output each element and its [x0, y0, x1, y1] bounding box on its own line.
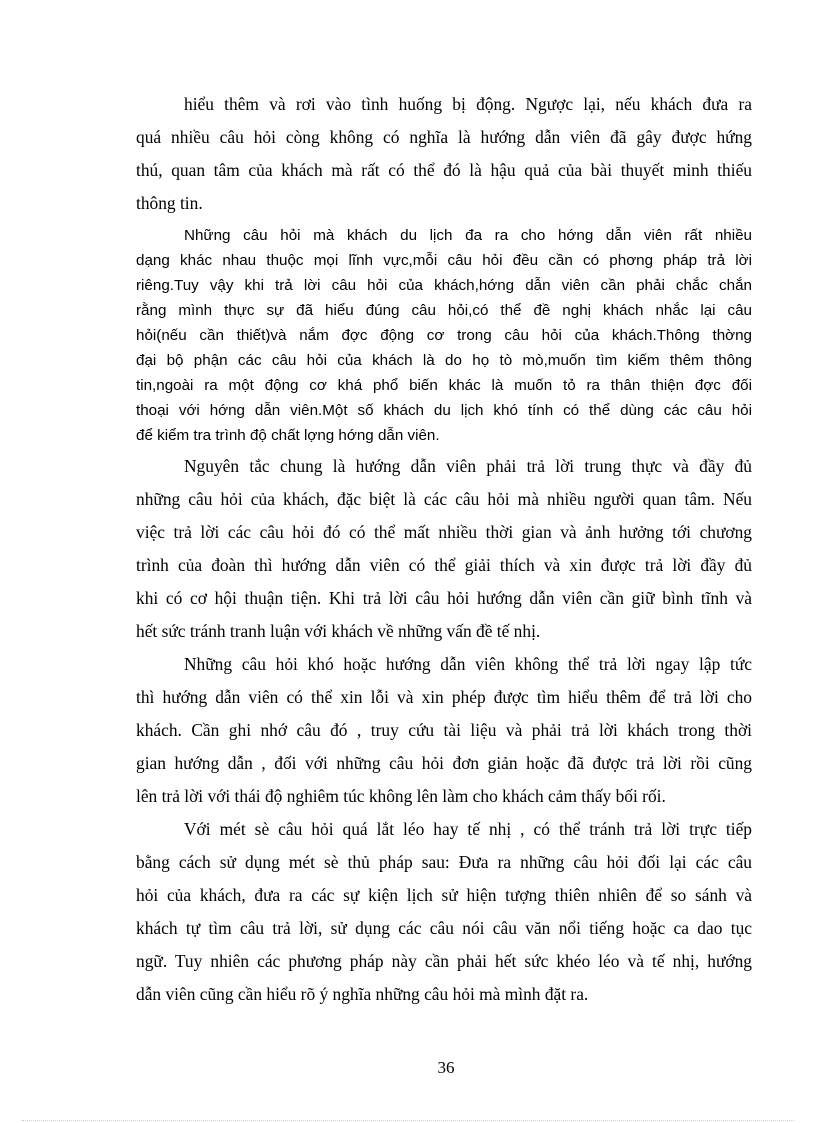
paragraph-3-line-1: Nguyên tắc chung là hướng dẫn viên phải trả lời trung thực và đầy đủ	[184, 456, 752, 476]
paragraph-5-line-6: dẫn viên cũng cần hiểu rõ ý nghĩa những câu hỏi mà mình đặt ra.	[136, 984, 589, 1004]
paragraph-3-line-6: hết sức tránh tranh luận với khách về những vấn đề tế nhị.	[136, 621, 541, 641]
paragraph-2-line-4: rằng mình thực sự đã hiểu đúng câu hỏi,có thể đề nghị khách nhắc lại câu	[136, 302, 752, 319]
paragraph-1-line-1: hiểu thêm và rơi vào tình huống bị động. Ngược lại, nếu khách đưa ra	[184, 94, 752, 114]
paragraph-3-line-4: trình của đoàn thì hướng dẫn viên có thể giải thích và xin được trả lời đầy đủ	[136, 555, 752, 575]
paragraph-5-line-3: hỏi của khách, đưa ra các sự kiện lịch sử hiện tượng thiên nhiên để so sánh và	[136, 885, 752, 905]
paragraph-3-line-2: những câu hỏi của khách, đặc biệt là các câu hỏi mà nhiều người quan tâm. Nếu	[136, 489, 752, 509]
paragraph-3-line-5: khi có cơ hội thuận tiện. Khi trả lời câu hỏi hướng dẫn viên cần giữ bình tĩnh và	[136, 588, 752, 608]
paragraph-5-line-2: bằng cách sử dụng mét sè thủ pháp sau: Đưa ra những câu hỏi đối lại các câu	[136, 852, 752, 872]
paragraph-2-line-3: riêng.Tuy vậy khi trả lời câu hỏi của khách,hớng dẫn viên cần phải chắc chắn	[136, 277, 752, 294]
paragraph-2-line-7: tin,ngoài ra một động cơ khá phổ biến khác là muốn tỏ ra thân thiện đợc đối	[136, 377, 752, 394]
paragraph-4-line-3: khách. Cần ghi nhớ câu đó , truy cứu tài liệu và phải trả lời khách trong thời	[136, 720, 752, 740]
paragraph-2-line-1: Những câu hỏi mà khách du lịch đa ra cho hớng dẫn viên rất nhiều	[184, 227, 752, 244]
paragraph-1-line-2: quá nhiều câu hỏi còng không có nghĩa là hướng dẫn viên đã gây được hứng	[136, 127, 752, 147]
paragraph-1-line-4: thông tin.	[136, 193, 203, 213]
paragraph-2-line-2: dạng khác nhau thuộc mọi lĩnh vực,mỗi câu hỏi đều cần có phơng pháp trả lời	[136, 252, 752, 269]
paragraph-4-line-1: Những câu hỏi khó hoặc hướng dẫn viên không thể trả lời ngay lập tức	[184, 654, 752, 674]
paragraph-2-line-8: thoại với hớng dẫn viên.Một số khách du lịch khó tính có thể dùng các câu hỏi	[136, 402, 752, 419]
paragraph-5-line-5: ngữ. Tuy nhiên các phương pháp này cần phải hết sức khéo léo và tế nhị, hướng	[136, 951, 752, 971]
paragraph-4-line-2: thì hướng dẫn viên có thể xin lỗi và xin phép được tìm hiểu thêm để trả lời cho	[136, 687, 752, 707]
page-number: 36	[437, 1058, 455, 1077]
paragraph-4-line-4: gian hướng dẫn , đối với những câu hỏi đơn giản hoặc đã được trả lời rồi cũng	[136, 753, 752, 773]
paragraph-5-line-4: khách tự tìm câu trả lời, sử dụng các câu nói câu văn nổi tiếng hoặc ca dao tục	[136, 918, 752, 938]
paragraph-2-line-5: hỏi(nếu cần thiết)và nắm đợc động cơ trong câu hỏi của khách.Thông thờng	[136, 327, 752, 344]
paragraph-5-line-1: Với mét sè câu hỏi quá lắt léo hay tế nhị , có thể tránh trả lời trực tiếp	[184, 819, 752, 839]
paragraph-1-line-3: thú, quan tâm của khách mà rất có thể đó là hậu quả của bài thuyết minh thiếu	[136, 160, 752, 180]
paragraph-4-line-5: lên trả lời với thái độ nghiêm túc không lên làm cho khách cảm thấy bối rối.	[136, 786, 666, 806]
paragraph-2-line-9: để kiểm tra trình độ chất lợng hớng dẫn viên.	[136, 427, 440, 444]
page-bottom-rule	[22, 1120, 794, 1121]
paragraph-3-line-3: việc trả lời các câu hỏi đó có thể mất nhiều thời gian và ảnh hưởng tới chương	[136, 522, 752, 542]
paragraph-2-line-6: đại bộ phận các câu hỏi của khách là do họ tò mò,muốn tìm kiếm thêm thông	[136, 352, 752, 369]
